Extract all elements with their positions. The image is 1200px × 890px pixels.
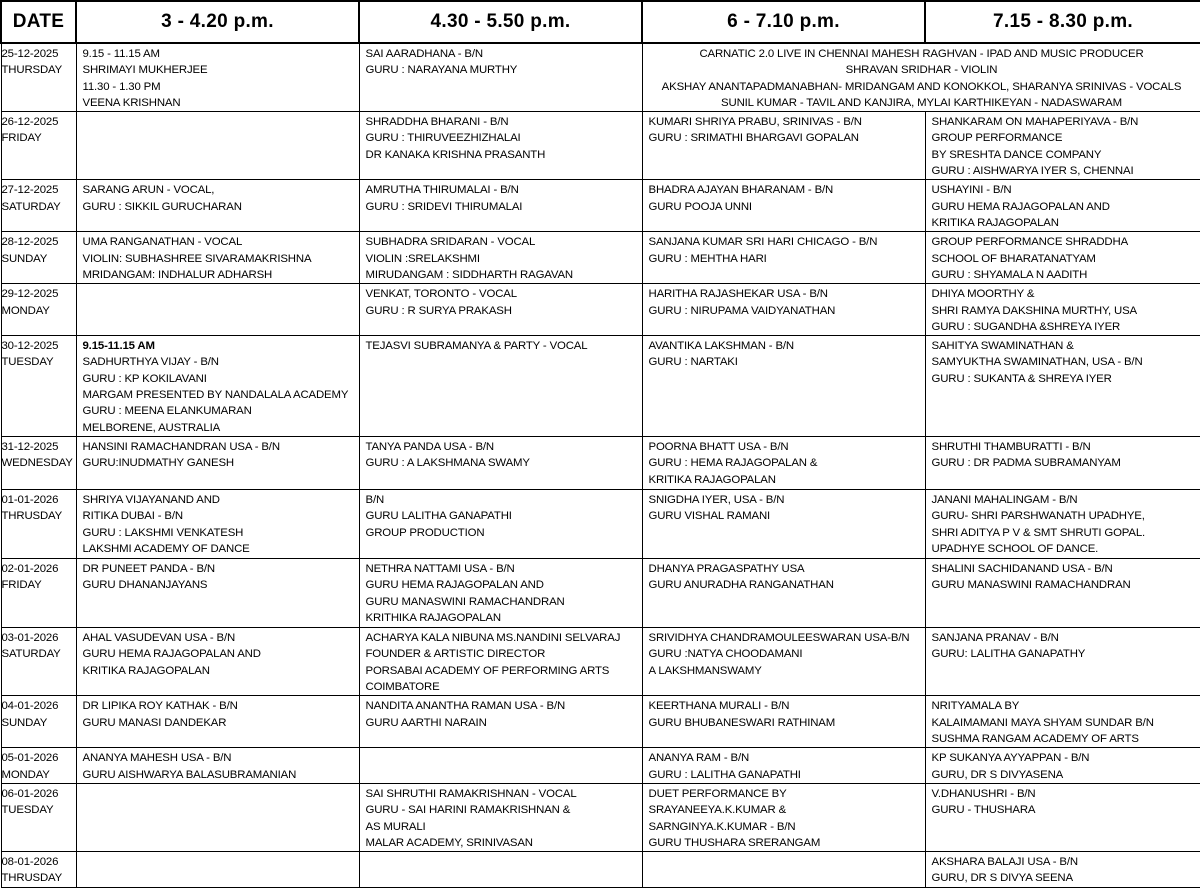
performance-cell (642, 490, 925, 559)
performance-cell (642, 232, 925, 284)
performance-line: GURU MANASWINI RAMACHANDRAN (365, 595, 565, 608)
performance-cell (359, 112, 642, 180)
performance-line: COIMBATORE (365, 681, 440, 694)
date-cell (1, 232, 76, 284)
date-cell (1, 559, 76, 628)
performance-line: GURU : SUGANDHA &SHREYA IYER (931, 320, 1121, 333)
performance-line: SAI SHRUTHI RAMAKRISHNAN - VOCAL (365, 787, 577, 800)
performance-line: V.DHANUSHRI - B/N (931, 787, 1036, 800)
performance-line: UPADHYE SCHOOL OF DANCE. (931, 543, 1099, 556)
performance-cell (76, 628, 359, 696)
performance-line: SHRADDHA BHARANI - B/N (365, 116, 509, 129)
performance-cell (76, 336, 359, 437)
date-cell (1, 43, 76, 112)
performance-line: AHAL VASUDEVAN USA - B/N (82, 632, 236, 645)
performance-line: 11.30 - 1.30 PM (82, 80, 161, 93)
day-text: MONDAY (1, 304, 50, 317)
performance-line: FOUNDER & ARTISTIC DIRECTOR (365, 648, 546, 661)
header-row (1, 1, 1200, 43)
performance-line: SHALINI SACHIDANAND USA - B/N (931, 563, 1113, 576)
performance-cell (359, 180, 642, 232)
slot-4-header: 7.15 - 8.30 p.m. (925, 1, 1200, 43)
date-cell (1, 437, 76, 490)
date-cell (1, 696, 76, 748)
performance-cell (925, 180, 1200, 232)
performance-line: KRITHIKA RAJAGOPALAN (365, 612, 501, 625)
day-text: TUESDAY (1, 356, 54, 369)
performance-cell (76, 559, 359, 628)
performance-line: GURU BHUBANESWARI RATHINAM (648, 716, 836, 729)
performance-line: SANJANA KUMAR SRI HARI CHICAGO - B/N (648, 236, 878, 249)
performance-line: GURU : THIRUVEEZHIZHALAI (365, 132, 521, 145)
schedule-row (1, 696, 1200, 748)
performance-line: DHANYA PRAGASPATHY USA (648, 563, 805, 576)
performance-cell (642, 336, 925, 437)
performance-cell (925, 559, 1200, 628)
performance-cell (359, 696, 642, 748)
date-cell (1, 783, 76, 851)
performance-line: GURU POOJA UNNI (648, 200, 752, 213)
date-cell (1, 852, 76, 888)
performance-cell (359, 437, 642, 490)
performance-line: BHADRA AJAYAN BHARANAM - B/N (648, 184, 834, 197)
performance-cell (642, 43, 1200, 112)
performance-line: JANANI MAHALINGAM - B/N (931, 494, 1078, 507)
performance-line: GURU: LALITHA GANAPATHY (931, 648, 1086, 661)
performance-cell (76, 112, 359, 180)
day-text: SATURDAY (1, 200, 61, 213)
schedule-row (1, 783, 1200, 851)
date-text: 28-12-2025 (1, 236, 59, 249)
day-text: FRIDAY (1, 579, 42, 592)
performance-line: GROUP PERFORMANCE SHRADDHA (931, 236, 1129, 249)
performance-cell (359, 284, 642, 336)
schedule-row (1, 43, 1200, 112)
performance-line: GURU, DR S DIVYA SEENA (931, 872, 1073, 885)
performance-line: SARANG ARUN - VOCAL, (82, 184, 215, 197)
performance-line: AKSHARA BALAJI USA - B/N (931, 856, 1078, 869)
performance-cell (76, 748, 359, 784)
performance-line: GROUP PERFORMANCE (931, 132, 1063, 145)
performance-line: RITIKA DUBAI - B/N (82, 510, 183, 523)
performance-cell (76, 437, 359, 490)
performance-line: GURU : MEHTHA HARI (648, 252, 767, 265)
performance-line: KUMARI SHRIYA PRABU, SRINIVAS - B/N (648, 116, 862, 129)
performance-line: GURU : NARAYANA MURTHY (365, 64, 518, 77)
performance-cell (642, 112, 925, 180)
date-cell (1, 336, 76, 437)
date-cell (1, 112, 76, 180)
performance-line: A LAKSHMANSWAMY (648, 664, 762, 677)
performance-line: GURU - SAI HARINI RAMAKRISHNAN & (365, 804, 571, 817)
schedule-row (1, 336, 1200, 437)
performance-line: DUET PERFORMANCE BY (648, 787, 787, 800)
date-cell (1, 748, 76, 784)
performance-cell (359, 336, 642, 437)
performance-line: NRITYAMALA BY (931, 700, 1020, 713)
performance-line: 9.15 - 11.15 AM (82, 48, 160, 60)
performance-line: MRIDANGAM: INDHALUR ADHARSH (82, 268, 273, 281)
date-text: 01-01-2026 (1, 494, 59, 507)
performance-line: AMRUTHA THIRUMALAI - B/N (365, 184, 519, 197)
performance-line: GURU : SRIMATHI BHARGAVI GOPALAN (648, 132, 859, 145)
performance-line: GURU MANASWINI RAMACHANDRAN (931, 579, 1131, 592)
performance-line: VEENA KRISHNAN (82, 96, 181, 109)
performance-line: GURU : AISHWARYA IYER S, CHENNAI (931, 165, 1134, 178)
performance-line: GURU THUSHARA SRERANGAM (648, 836, 821, 849)
performance-line: PORSABAI ACADEMY OF PERFORMING ARTS (365, 664, 610, 677)
performance-line: GURU : HEMA RAJAGOPALAN & (648, 457, 818, 470)
date-header: DATE (1, 1, 76, 43)
performance-cell (642, 559, 925, 628)
day-text: TUESDAY (1, 804, 54, 817)
performance-line: SUSHMA RANGAM ACADEMY OF ARTS (931, 732, 1139, 745)
performance-line: POORNA BHATT USA - B/N (648, 441, 789, 454)
performance-line: SUNIL KUMAR - TAVIL AND KANJIRA, MYLAI KARTHIKEYAN - NADASWARAM (721, 96, 1122, 109)
performance-line: DR KANAKA KRISHNA PRASANTH (365, 148, 546, 161)
performance-cell (642, 180, 925, 232)
date-text: 03-01-2026 (1, 632, 59, 645)
performance-line: MELBORENE, AUSTRALIA (82, 421, 221, 434)
performance-line: GURU : KP KOKILAVANI (82, 372, 207, 385)
performance-line: GURU : NARTAKI (648, 356, 738, 369)
date-text: 26-12-2025 (1, 116, 59, 129)
performance-line: ANANYA RAM - B/N (648, 752, 750, 765)
performance-line: LAKSHMI ACADEMY OF DANCE (82, 543, 250, 556)
performance-line: GURU : R SURYA PRAKASH (365, 304, 512, 317)
date-text: 06-01-2026 (1, 787, 59, 800)
performance-line: AS MURALI (365, 820, 426, 833)
performance-line: SAI AARADHANA - B/N (365, 48, 483, 60)
performance-cell (642, 696, 925, 748)
date-text: 04-01-2026 (1, 700, 59, 713)
schedule-body (1, 43, 1200, 887)
slot-2-header: 4.30 - 5.50 p.m. (359, 1, 642, 43)
performance-line: SAMYUKTHA SWAMINATHAN, USA - B/N (931, 356, 1143, 369)
performance-cell (925, 232, 1200, 284)
performance-line: SHRI ADITYA P V & SMT SHRUTI GOPAL. (931, 526, 1146, 539)
performance-cell (359, 559, 642, 628)
performance-line: MALAR ACADEMY, SRINIVASAN (365, 836, 533, 849)
performance-cell (925, 628, 1200, 696)
schedule-row (1, 232, 1200, 284)
performance-line: MIRUDANGAM : SIDDHARTH RAGAVAN (365, 268, 574, 281)
performance-cell (359, 852, 642, 888)
day-text: SATURDAY (1, 648, 61, 661)
performance-line: SCHOOL OF BHARATANATYAM (931, 252, 1096, 265)
performance-line: UMA RANGANATHAN - VOCAL (82, 236, 243, 249)
performance-line: AKSHAY ANANTAPADMANABHAN- MRIDANGAM AND KONOKKOL, SHARANYA SRINIVAS - VOCALS (661, 80, 1182, 93)
performance-line: VIOLIN :SRELAKSHMI (365, 252, 480, 265)
performance-line: SAHITYA SWAMINATHAN & (931, 340, 1074, 353)
performance-line: SHRIYA VIJAYANAND AND (82, 494, 220, 507)
performance-cell (359, 490, 642, 559)
slot-3-header: 6 - 7.10 p.m. (642, 1, 925, 43)
day-text: FRIDAY (1, 132, 42, 145)
performance-line: TANYA PANDA USA - B/N (365, 441, 495, 454)
schedule-row (1, 180, 1200, 232)
performance-line: KRITIKA RAJAGOPALAN (82, 664, 210, 677)
performance-line: NETHRA NATTAMI USA - B/N (365, 563, 515, 576)
performance-cell (925, 748, 1200, 784)
slot-1-header: 3 - 4.20 p.m. (76, 1, 359, 43)
performance-cell (76, 783, 359, 851)
schedule-row (1, 437, 1200, 490)
schedule-row (1, 490, 1200, 559)
performance-cell (925, 336, 1200, 437)
performance-line: SNIGDHA IYER, USA - B/N (648, 494, 785, 507)
performance-line: SHRUTHI THAMBURATTI - B/N (931, 441, 1091, 454)
performance-line: ACHARYA KALA NIBUNA MS.NANDINI SELVARAJ (365, 632, 621, 645)
performance-cell (359, 43, 642, 112)
performance-cell (642, 437, 925, 490)
performance-cell (925, 490, 1200, 559)
schedule-row (1, 852, 1200, 888)
performance-line: GURU - THUSHARA (931, 804, 1036, 817)
performance-line: SANJANA PRANAV - B/N (931, 632, 1059, 645)
performance-line: GURU : SHYAMALA N AADITH (931, 268, 1088, 281)
performance-line: GURU : A LAKSHMANA SWAMY (365, 457, 530, 470)
performance-line: GURU HEMA RAJAGOPALAN AND (931, 200, 1110, 213)
performance-cell (642, 748, 925, 784)
performance-line: GURU- SHRI PARSHWANATH UPADHYE, (931, 510, 1145, 523)
performance-line: GROUP PRODUCTION (365, 526, 485, 539)
performance-line: GURU : MEENA ELANKUMARAN (82, 405, 252, 418)
performance-line: SADHURTHYA VIJAY - B/N (82, 356, 219, 369)
performance-line: KRITIKA RAJAGOPALAN (648, 473, 776, 486)
performance-cell (76, 852, 359, 888)
performance-line: GURU : LAKSHMI VENKATESH (82, 526, 244, 539)
performance-line: GURU HEMA RAJAGOPALAN AND (365, 579, 544, 592)
performance-line: HANSINI RAMACHANDRAN USA - B/N (82, 441, 280, 454)
performance-line: GURU ANURADHA RANGANATHAN (648, 579, 834, 592)
performance-line: AVANTIKA LAKSHMAN - B/N (648, 340, 795, 353)
performance-line: SHRAVAN SRIDHAR - VIOLIN (845, 64, 998, 77)
performance-line: SHRI RAMYA DAKSHINA MURTHY, USA (931, 304, 1137, 317)
date-text: 08-01-2026 (1, 856, 59, 869)
performance-cell (76, 284, 359, 336)
performance-line: VIOLIN: SUBHASHREE SIVARAMAKRISHNA (82, 252, 312, 265)
performance-cell (925, 112, 1200, 180)
performance-cell (642, 284, 925, 336)
performance-line: GURU, DR S DIVYASENA (931, 768, 1064, 781)
date-text: 30-12-2025 (1, 340, 59, 353)
performance-cell (359, 628, 642, 696)
performance-line: SRIVIDHYA CHANDRAMOULEESWARAN USA-B/N (648, 632, 910, 645)
performance-line: MARGAM PRESENTED BY NANDALALA ACADEMY (82, 389, 349, 402)
performance-cell (642, 783, 925, 851)
schedule-row (1, 559, 1200, 628)
performance-cell (76, 490, 359, 559)
performance-line: GURU DHANANJAYANS (82, 579, 208, 592)
performance-cell (76, 180, 359, 232)
performance-line: GURU AISHWARYA BALASUBRAMANIAN (82, 768, 297, 781)
performance-cell (76, 43, 359, 112)
date-text: 25-12-2025 (1, 48, 59, 60)
date-text: 27-12-2025 (1, 184, 59, 197)
date-cell (1, 490, 76, 559)
day-text: SUNDAY (1, 716, 48, 729)
performance-line: GURU : NIRUPAMA VAIDYANATHAN (648, 304, 836, 317)
date-cell (1, 284, 76, 336)
day-text: THURSDAY (1, 64, 63, 77)
performance-line: GURU : SIKKIL GURUCHARAN (82, 200, 242, 213)
date-text: 31-12-2025 (1, 441, 59, 454)
performance-cell (76, 232, 359, 284)
performance-line: GURU : DR PADMA SUBRAMANYAM (931, 457, 1121, 470)
performance-line: DR PUNEET PANDA - B/N (82, 563, 216, 576)
performance-cell (925, 284, 1200, 336)
performance-line: GURU:INUDMATHY GANESH (82, 457, 234, 470)
performance-line: GURU : SUKANTA & SHREYA IYER (931, 372, 1112, 385)
performance-line: SRAYANEEYA.K.KUMAR & (648, 804, 787, 817)
performance-line: GURU LALITHA GANAPATHI (365, 510, 512, 523)
performance-line: BY SRESHTA DANCE COMPANY (931, 148, 1102, 161)
performance-line: CARNATIC 2.0 LIVE IN CHENNAI MAHESH RAGHVAN - IPAD AND MUSIC PRODUCER (699, 48, 1144, 60)
performance-line: 9.15-11.15 AM (82, 340, 155, 353)
schedule-row (1, 112, 1200, 180)
performance-cell (925, 852, 1200, 888)
date-cell (1, 628, 76, 696)
day-text: THRUSDAY (1, 872, 63, 885)
performance-cell (359, 783, 642, 851)
date-cell (1, 180, 76, 232)
performance-line: NANDITA ANANTHA RAMAN USA - B/N (365, 700, 566, 713)
performance-line: SHANKARAM ON MAHAPERIYAVA - B/N (931, 116, 1139, 129)
schedule-row (1, 748, 1200, 784)
performance-line: KRITIKA RAJAGOPALAN (931, 216, 1059, 229)
performance-line: GURU : SRIDEVI THIRUMALAI (365, 200, 523, 213)
performance-line: KEERTHANA MURALI - B/N (648, 700, 790, 713)
performance-line: ANANYA MAHESH USA - B/N (82, 752, 232, 765)
performance-cell (642, 628, 925, 696)
performance-line: GURU VISHAL RAMANI (648, 510, 771, 523)
schedule-row (1, 628, 1200, 696)
performance-cell (359, 232, 642, 284)
performance-cell (642, 852, 925, 888)
date-text: 02-01-2026 (1, 563, 59, 576)
performance-line: GURU :NATYA CHOODAMANI (648, 648, 803, 661)
performance-line: DR LIPIKA ROY KATHAK - B/N (82, 700, 238, 713)
performance-cell (359, 748, 642, 784)
performance-line: GURU MANASI DANDEKAR (82, 716, 227, 729)
performance-cell (925, 437, 1200, 490)
performance-line: DHIYA MOORTHY & (931, 288, 1035, 301)
performance-line: KALAIMAMANI MAYA SHYAM SUNDAR B/N (931, 716, 1154, 729)
performance-line: SUBHADRA SRIDARAN - VOCAL (365, 236, 536, 249)
performance-line: HARITHA RAJASHEKAR USA - B/N (648, 288, 828, 301)
performance-line: GURU HEMA RAJAGOPALAN AND (82, 648, 261, 661)
date-text: 05-01-2026 (1, 752, 59, 765)
performance-line: VENKAT, TORONTO - VOCAL (365, 288, 517, 301)
day-text: THRUSDAY (1, 510, 63, 523)
day-text: SUNDAY (1, 252, 48, 265)
performance-cell (76, 696, 359, 748)
performance-line: TEJASVI SUBRAMANYA & PARTY - VOCAL (365, 340, 588, 353)
date-text: 29-12-2025 (1, 288, 59, 301)
performance-cell (925, 783, 1200, 851)
performance-line: GURU AARTHI NARAIN (365, 716, 487, 729)
performance-cell (925, 696, 1200, 748)
performance-line: SARNGINYA.K.KUMAR - B/N (648, 820, 796, 833)
performance-line: SHRIMAYI MUKHERJEE (82, 64, 208, 77)
performance-line: KP SUKANYA AYYAPPAN - B/N (931, 752, 1090, 765)
performance-line: USHAYINI - B/N (931, 184, 1012, 197)
performance-line: GURU : LALITHA GANAPATHI (648, 768, 801, 781)
performance-line: B/N (365, 494, 385, 507)
day-text: WEDNESDAY (1, 457, 73, 470)
day-text: MONDAY (1, 768, 50, 781)
schedule-row (1, 284, 1200, 336)
